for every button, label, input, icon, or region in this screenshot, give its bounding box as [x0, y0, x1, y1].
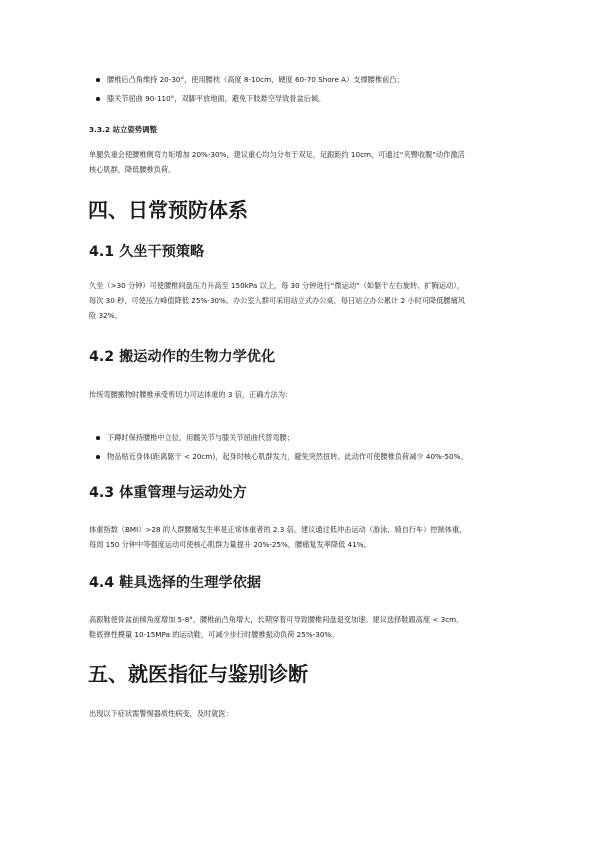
paragraph-footwear	[89, 612, 509, 642]
paragraph-line: 高跟鞋使骨盆前倾角度增加 5-8°，腰椎前凸角增大，长期穿着可导致腰椎间盘退变加速。建议选择鞋跟高度 < 3cm、	[89, 615, 464, 624]
list-item: 下蹲时保持腰椎中立位，用髋关节与膝关节屈曲代替弯腰；	[107, 433, 547, 443]
section-heading-4-4: 4.4 鞋具选择的生理学依据	[89, 575, 261, 591]
chapter-title-4: 四、日常预防体系	[88, 198, 248, 222]
section-heading-4-2: 4.2 搬运动作的生物力学优化	[89, 349, 276, 365]
paragraph-line: 单腿负重会使腰椎侧弯力矩增加 20%-30%，建议重心均匀分布于双足，足跟距约 10cm，可通过“夹臀收腹”动作激活	[89, 150, 465, 159]
paragraph-sitting-intervention	[89, 278, 509, 323]
paragraph-medical-indications-intro	[89, 706, 509, 721]
list-item: 腰椎后凸角维持 20-30°，使用腰枕（高度 8-10cm，硬度 60-70 Shore A）支撑腰椎前凸；	[107, 75, 547, 85]
chapter-title-5: 五、就医指征与鉴别诊断	[88, 662, 308, 686]
paragraph-standing-posture	[89, 147, 509, 177]
section-heading-4-1: 4.1 久坐干预策略	[89, 244, 205, 260]
paragraph-line: 体重指数（BMI）>28 的人群腰痛发生率是正常体重者的 2.3 倍。建议通过低冲击运动（游泳、骑自行车）控制体重，	[89, 525, 467, 534]
paragraph-line: 久坐（>30 分钟）可使腰椎间盘压力升高至 150kPa 以上，每 30 分钟进行“微运动”（如躯干左右旋转、扩胸运动），	[89, 281, 464, 290]
list-item: 膝关节屈曲 90-110°，双脚平放地面，避免下肢悬空导致骨盆后倾。	[107, 94, 547, 104]
list-item: 物品贴近身体(距离躯干 < 20cm)，起身时核心肌群发力，避免突然扭转。此动作可使腰椎负荷减少 40%-50%。	[107, 452, 547, 462]
paragraph-line: 每次 30 秒，可使压力峰值降低 25%-30%。办公室人群可采用站立式办公桌，每日站立办公累计 2 小时可降低腰痛风	[89, 296, 465, 305]
section-heading-3-3-2: 3.3.2 站立姿势调整	[89, 125, 157, 134]
paragraph-line: 出现以下症状需警惕器质性病变，及时就医：	[89, 709, 233, 718]
paragraph-line: 鞋底弹性模量 10-15MPa 的运动鞋，可减少步行时腰椎振动负荷 25%-30%。	[89, 630, 339, 639]
paragraph-line: 险 32%。	[89, 311, 122, 320]
paragraph-weight-management	[89, 522, 509, 552]
paragraph-lifting-intro	[89, 387, 509, 402]
paragraph-line: 每周 150 分钟中等强度运动可使核心肌群力量提升 20%-25%，腰痛复发率降低 41%。	[89, 540, 371, 549]
section-heading-4-3: 4.3 体重管理与运动处方	[89, 485, 247, 501]
paragraph-line: 核心肌群，降低腰椎负荷。	[89, 165, 176, 174]
paragraph-line: 传统弯腰搬物时腰椎承受剪切力可达体重的 3 倍，正确方法为：	[89, 390, 293, 399]
